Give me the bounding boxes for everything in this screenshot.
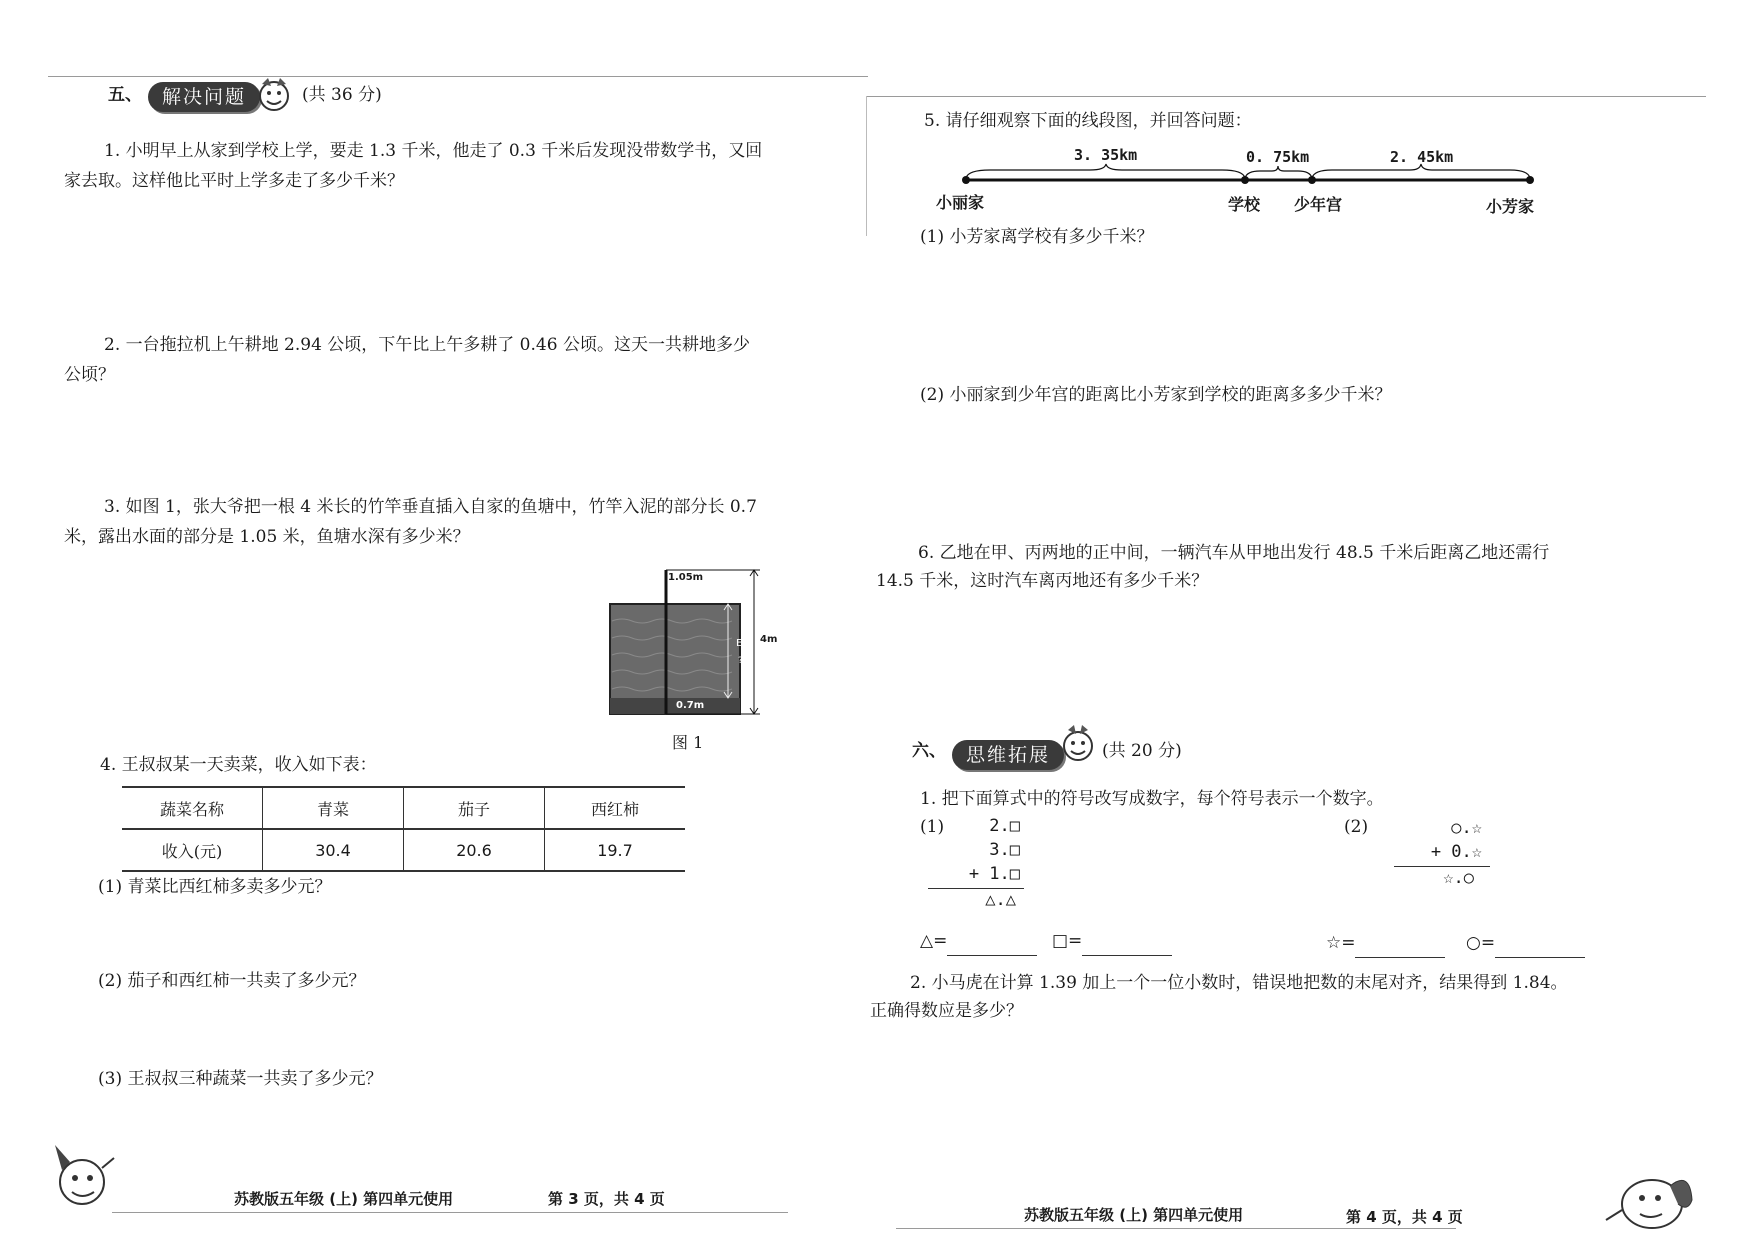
section-number: 五、 — [108, 85, 142, 105]
puzzle-2-sum-line — [1394, 866, 1490, 867]
q5-sub2: (2) 小丽家到少年宫的距离比小芳家到学校的距离多多少千米？ — [920, 385, 1392, 405]
answer-triangle — [920, 926, 1037, 956]
s2-line2: 正确得数应是多少？ — [870, 1001, 1023, 1021]
section-badge: 思维拓展 — [952, 740, 1064, 770]
answer-circle — [1466, 928, 1585, 958]
puzzle-2-row3: ☆.○ — [1443, 868, 1474, 888]
s2-line1: 2. 小马虎在计算 1.39 加上一个一位小数时，错误地把数的末尾对齐，结果得到 1.84。 — [910, 973, 1568, 993]
answer-triangle-label: △= — [920, 931, 948, 951]
q2-line1: 2. 一台拖拉机上午耕地 2.94 公顷，下午比上午多耕了 0.46 公顷。这天一共耕地多少 — [104, 335, 750, 355]
answer-square-blank[interactable] — [1082, 937, 1172, 956]
table-header-cell: 蔬菜名称 — [122, 787, 263, 829]
q1-line2: 家去取。这样他比平时上学多走了多少千米？ — [64, 171, 404, 191]
section-number: 六、 — [912, 741, 946, 761]
s1-intro: 1. 把下面算式中的符号改写成数字，每个符号表示一个数字。 — [920, 789, 1384, 809]
q6-line2: 14.5 千米，这时汽车离丙地还有多少千米？ — [876, 571, 1209, 591]
puzzle-1-row1: 2.□ — [989, 816, 1020, 836]
segment-label-3: 2. 45km — [1390, 148, 1454, 166]
fig-label-bottom: 0.7m — [676, 700, 705, 711]
puzzle-1-sum-line — [928, 888, 1024, 889]
cartoon-mascot-icon — [1058, 722, 1102, 770]
table-cell: 收入(元) — [122, 829, 263, 871]
fig-label-right: 4m — [760, 634, 778, 645]
section-points: (共 20 分) — [1102, 741, 1182, 761]
answer-star-blank[interactable] — [1355, 939, 1445, 958]
puzzle-2-row1: ○.☆ — [1451, 818, 1482, 838]
table-header-cell: 茄子 — [404, 787, 545, 829]
table-header-cell: 西红柿 — [545, 787, 686, 829]
answer-star — [1326, 928, 1445, 958]
footer-page-left: 第 3 页，共 4 页 — [548, 1190, 665, 1208]
segment-label-2: 0. 75km — [1246, 148, 1310, 166]
q3-line2: 米，露出水面的部分是 1.05 米，鱼塘水深有多少米？ — [64, 527, 470, 547]
fig-label-mid2: ? — [738, 656, 743, 666]
table-header-cell: 青菜 — [263, 787, 404, 829]
footer-book-right: 苏教版五年级 (上) 第四单元使用 — [1024, 1206, 1244, 1224]
table-cell: 30.4 — [263, 829, 404, 871]
answer-square — [1052, 926, 1172, 956]
puzzle-1-row2: 3.□ — [989, 840, 1020, 860]
footer-mascot-icon — [1600, 1160, 1696, 1234]
q2-line2: 公顷？ — [64, 365, 115, 385]
q4-sub3: (3) 王叔叔三种蔬菜一共卖了多少元？ — [98, 1069, 383, 1089]
puzzle-1-row3: + 1.□ — [968, 864, 1020, 884]
answer-star-label: ☆= — [1326, 933, 1356, 953]
point-label-xiaoli-home: 小丽家 — [936, 193, 985, 212]
q6-line1: 6. 乙地在甲、丙两地的正中间，一辆汽车从甲地出发行 48.5 千米后距离乙地还需行 — [918, 543, 1550, 563]
q5-intro: 5. 请仔细观察下面的线段图，并回答问题： — [924, 111, 1252, 131]
footer-page-right: 第 4 页，共 4 页 — [1346, 1208, 1463, 1226]
section-points: (共 36 分) — [302, 85, 382, 105]
top-rule-right — [866, 96, 1706, 97]
q3-line1: 3. 如图 1，张大爷把一根 4 米长的竹竿垂直插入自家的鱼塘中，竹竿入泥的部分长 0.7 — [104, 497, 757, 517]
segment-label-1: 3. 35km — [1074, 146, 1138, 164]
footer-mascot-icon — [50, 1140, 120, 1220]
table-cell: 19.7 — [545, 829, 686, 871]
footer-book-left: 苏教版五年级 (上) 第四单元使用 — [234, 1190, 454, 1208]
table-cell: 20.6 — [404, 829, 545, 871]
table-row — [122, 829, 685, 871]
answer-square-label: □= — [1052, 931, 1083, 951]
table-row — [122, 787, 685, 829]
point-label-school: 学校 — [1228, 195, 1261, 214]
answer-circle-label: ○= — [1466, 933, 1496, 953]
q4-sub2: (2) 茄子和西红柿一共卖了多少元？ — [98, 971, 366, 991]
q4-intro: 4. 王叔叔某一天卖菜，收入如下表： — [100, 755, 377, 775]
answer-triangle-blank[interactable] — [947, 937, 1037, 956]
top-rule-left — [48, 76, 868, 77]
point-label-youth-palace: 少年宫 — [1294, 195, 1343, 214]
footer-rule-right — [896, 1228, 1456, 1229]
puzzle-1-row4: △.△ — [985, 890, 1016, 910]
fig-label-mid: E — [736, 638, 743, 649]
puzzle-1-label: (1) — [920, 817, 945, 837]
cartoon-mascot-icon — [254, 74, 298, 122]
q1-line1: 1. 小明早上从家到学校上学，要走 1.3 千米，他走了 0.3 千米后发现没带数学书，又回 — [104, 141, 763, 161]
answer-circle-blank[interactable] — [1495, 939, 1585, 958]
puzzle-2-row2: + 0.☆ — [1430, 842, 1482, 862]
q5-sub1: (1) 小芳家离学校有多少千米？ — [920, 227, 1154, 247]
page-divider — [866, 96, 867, 236]
q4-sub1: (1) 青菜比西红柿多卖多少元？ — [98, 877, 332, 897]
puzzle-2-label: (2) — [1344, 817, 1369, 837]
fig-caption: 图 1 — [672, 733, 704, 752]
point-label-xiaofang-home: 小芳家 — [1486, 197, 1535, 216]
footer-rule-left — [112, 1212, 788, 1213]
income-table — [122, 786, 685, 872]
section-badge: 解决问题 — [148, 82, 260, 112]
fig-label-top: 1.05m — [668, 572, 704, 583]
